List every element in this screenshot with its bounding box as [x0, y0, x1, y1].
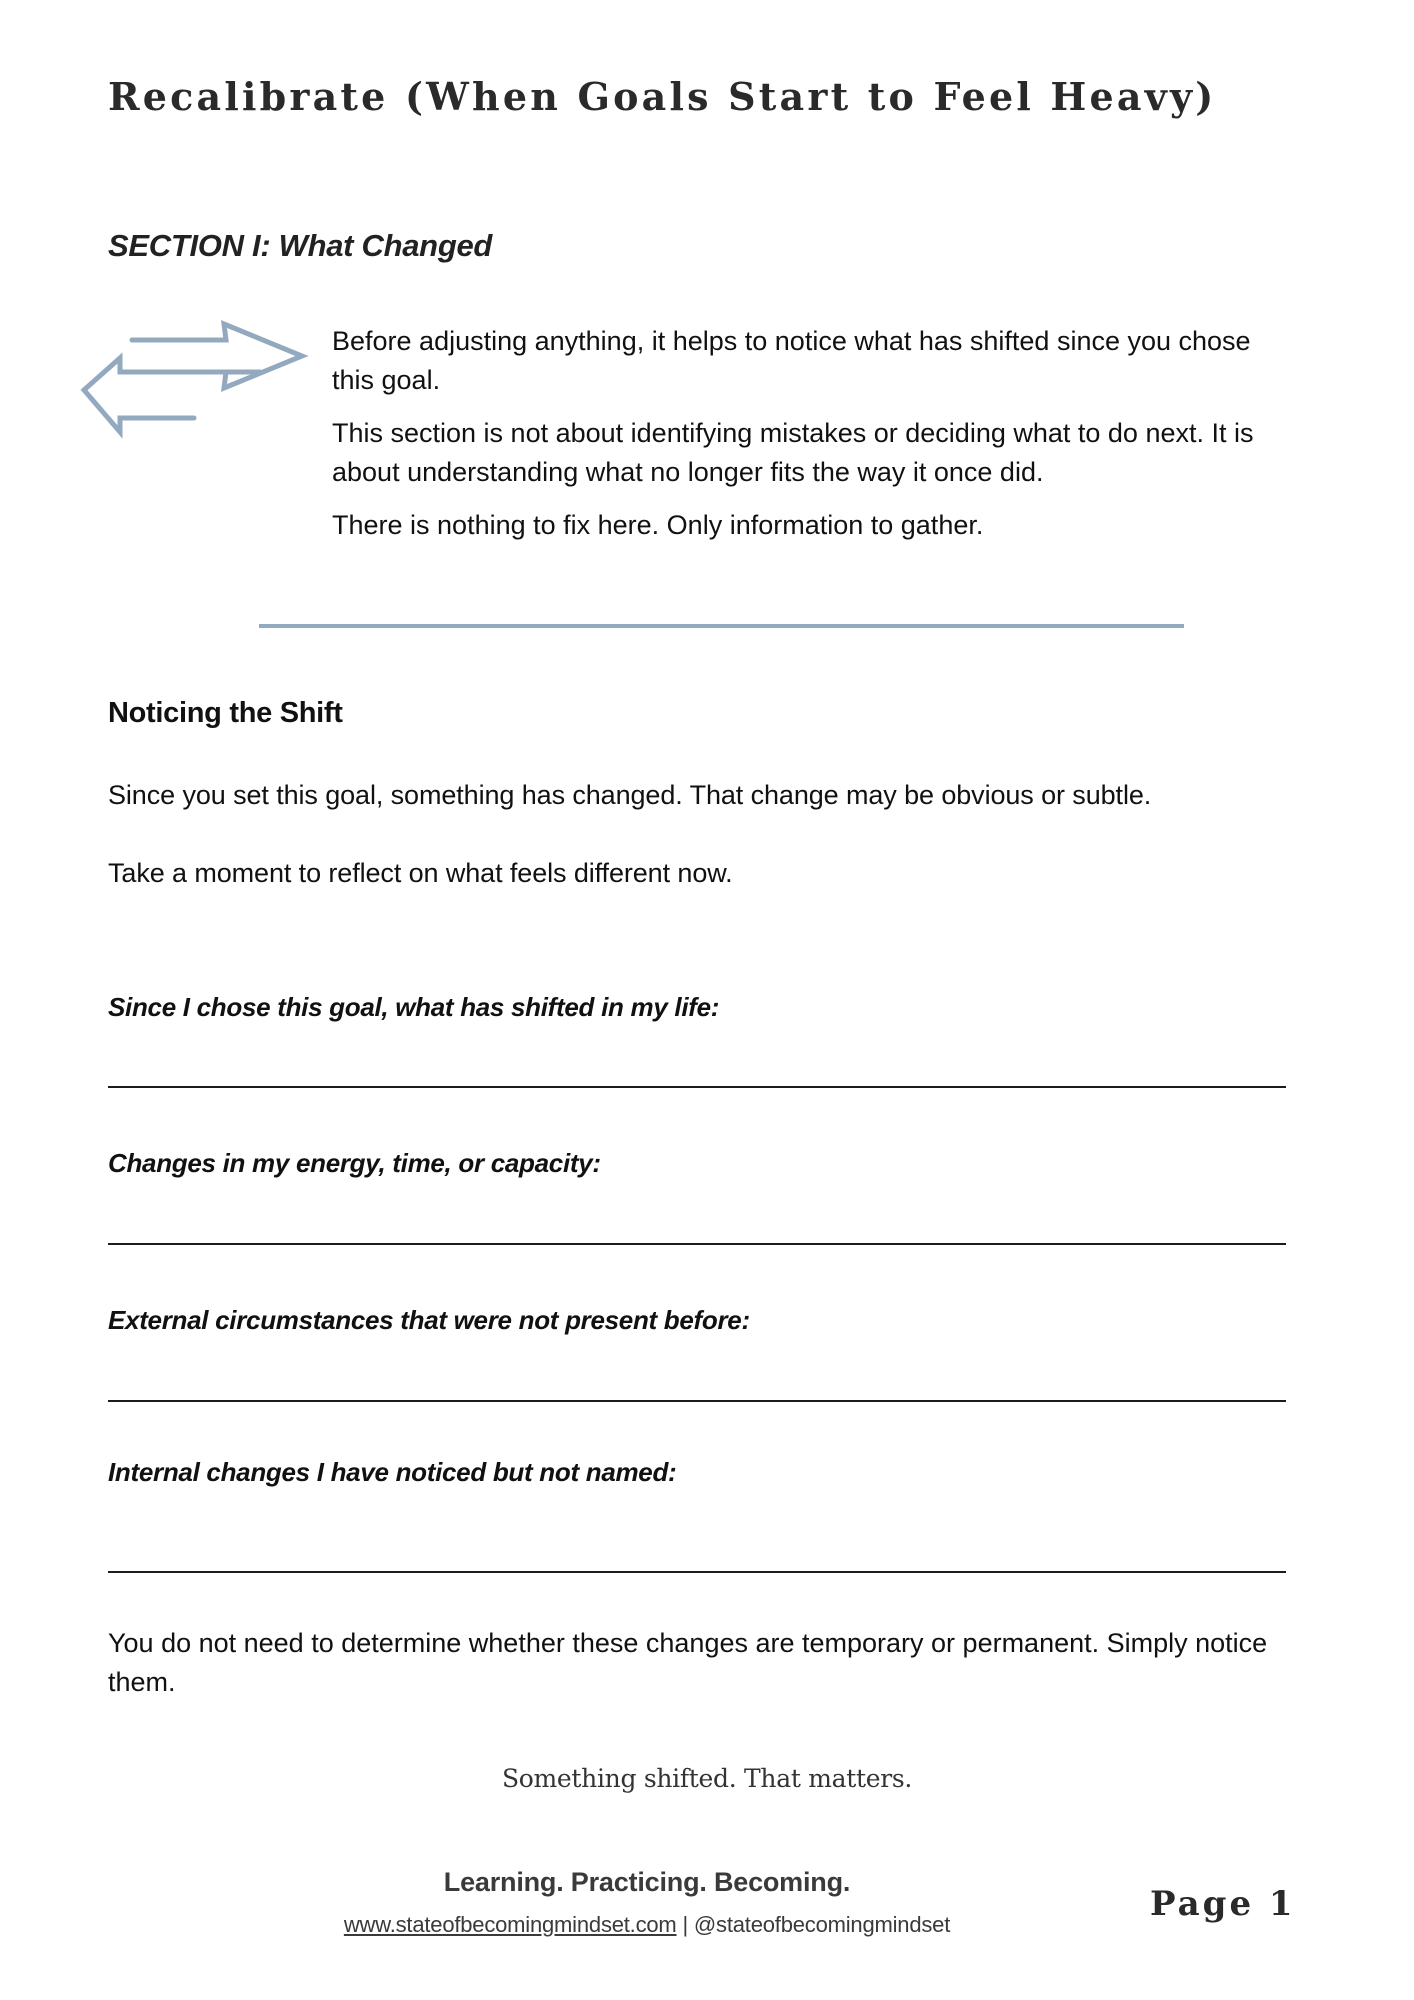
prompt-label: Internal changes I have noticed but not named:	[108, 1457, 677, 1487]
intro-paragraph: This section is not about identifying mistakes or deciding what to do next. It is about understanding what no longer fits the way it once did.	[332, 418, 1254, 487]
intro-paragraph: Before adjusting anything, it helps to notice what has shifted since you chose this goal.	[332, 326, 1251, 395]
section-heading: SECTION I: What Changed	[108, 228, 493, 263]
answer-line[interactable]	[108, 1243, 1286, 1245]
closing-paragraph: You do not need to determine whether these changes are temporary or permanent. Simply notice them.	[108, 1628, 1268, 1697]
social-handle: @stateofbecomingmindset	[693, 1912, 951, 1937]
prompt-label: Since I chose this goal, what has shifted in my life:	[108, 992, 720, 1022]
section-divider	[259, 624, 1184, 628]
tagline: Something shifted. That matters.	[501, 1764, 913, 1793]
page-number: Page 1	[1150, 1884, 1296, 1924]
double-arrow-icon	[78, 318, 310, 442]
prompt-label: External circumstances that were not present before:	[108, 1305, 750, 1335]
body-paragraph: Take a moment to reflect on what feels different now.	[108, 858, 733, 888]
footer-motto: Learning. Practicing. Becoming.	[443, 1867, 851, 1897]
answer-line[interactable]	[108, 1400, 1286, 1402]
subheading: Noticing the Shift	[108, 697, 343, 729]
page-title: Recalibrate (When Goals Start to Feel Heavy)	[108, 74, 1217, 119]
body-paragraph: Since you set this goal, something has changed. That change may be obvious or subtle.	[108, 780, 1152, 810]
website-link[interactable]: www.stateofbecomingmindset.com	[343, 1912, 677, 1937]
intro-paragraph: There is nothing to fix here. Only information to gather.	[332, 510, 984, 540]
answer-line[interactable]	[108, 1086, 1286, 1088]
prompt-label: Changes in my energy, time, or capacity:	[108, 1148, 601, 1178]
separator: |	[682, 1912, 688, 1937]
section-intro	[332, 322, 1292, 559]
answer-line[interactable]	[108, 1571, 1286, 1573]
